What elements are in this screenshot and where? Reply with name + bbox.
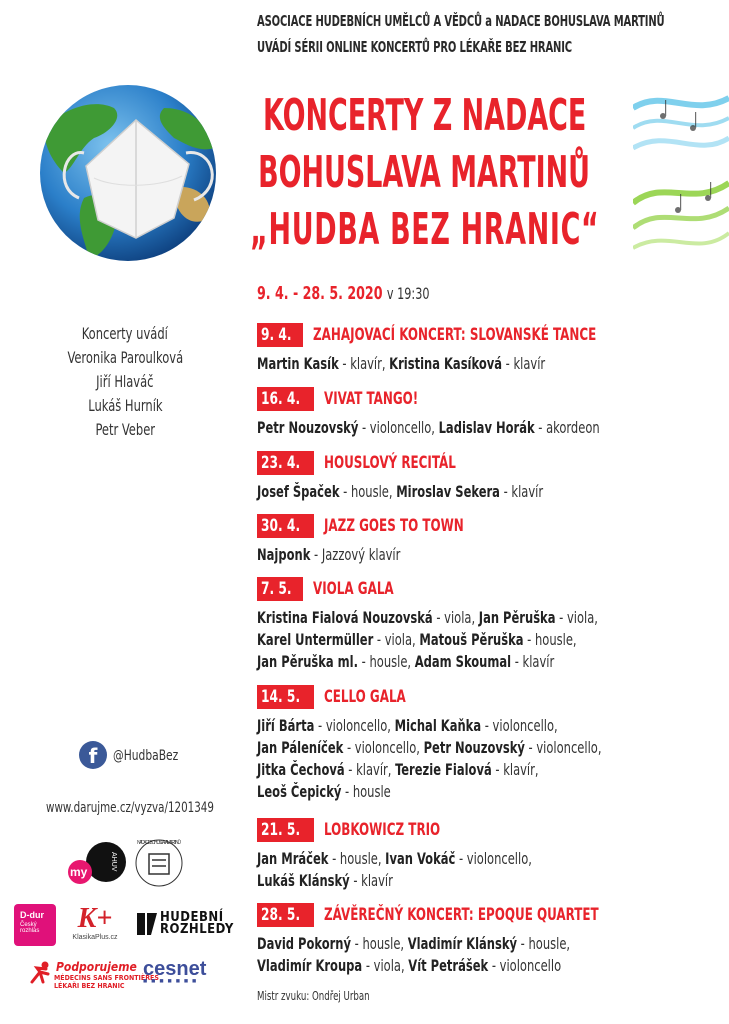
- performer-name: Adam Skoumal: [414, 652, 512, 671]
- date-range: 9. 4. - 28. 5. 2020: [257, 283, 383, 304]
- performer-instrument: - violoncello,: [314, 716, 395, 735]
- performer-name: Najponk: [257, 545, 311, 564]
- concert-title: LOBKOWICZ TRIO: [323, 820, 441, 840]
- concert-date-badge: 21. 5.: [257, 818, 314, 842]
- performer-line: [257, 607, 683, 629]
- concert-title: HOUSLOVÝ RECITÁL: [323, 453, 456, 473]
- presenters-heading: Koncerty uvádí: [81, 324, 169, 343]
- performer-instrument: - akordeon: [534, 418, 600, 437]
- performer-instrument: - klavír,: [344, 760, 396, 779]
- performer-line: [257, 955, 676, 977]
- performer-name: David Pokorný: [257, 934, 351, 953]
- concert-block: [257, 903, 676, 977]
- performer-instrument: - housle: [341, 782, 391, 801]
- title-line-1: KONCERTY Z NADACE: [262, 90, 587, 141]
- performer-line: [257, 651, 683, 673]
- performer-instrument: - klavír,: [491, 760, 539, 779]
- cesnet-logo: cesnet ■ ■ ■ ■ ■ ■ ■: [143, 958, 207, 985]
- presenter-name: Lukáš Hurník: [87, 396, 163, 415]
- hudebni-rozhledy-logo: HUDEBNÍ ROZHLEDY: [137, 912, 234, 936]
- svg-text:NADACE BOHUSLAVA MARTINŮ: NADACE BOHUSLAVA MARTINŮ: [137, 840, 181, 846]
- concert-date-badge: 7. 5.: [257, 577, 303, 601]
- concert-title: CELLO GALA: [323, 687, 406, 707]
- concert-date-badge: 14. 5.: [257, 685, 314, 709]
- concert-header: [257, 685, 688, 709]
- concert-header: [257, 577, 683, 601]
- d-dur-logo: D-dur Český rozhlas: [14, 904, 56, 946]
- header-organizers: ASOCIACE HUDEBNÍCH UMĚLCŮ A VĚDCŮ a NADACE BOHUSLAVA MARTINŮ: [257, 12, 665, 30]
- concert-title: ZAHAJOVACÍ KONCERT: SLOVANSKÉ TANCE: [313, 325, 597, 345]
- performer-name: Kristina Fialová Nouzovská: [257, 608, 433, 627]
- concert-time: v 19:30: [386, 284, 430, 303]
- presenter-name: Jiří Hlaváč: [96, 372, 154, 391]
- performer-line: [257, 848, 601, 870]
- performer-name: Miroslav Sekera: [396, 482, 500, 501]
- concert-header: [257, 903, 676, 927]
- performer-instrument: - violoncello,: [358, 418, 439, 437]
- facebook-icon[interactable]: f: [79, 741, 107, 769]
- performer-name: Jan Páleníček: [257, 738, 344, 757]
- performer-name: Jan Pěruška: [478, 608, 556, 627]
- nadace-martinu-logo: [134, 836, 184, 890]
- performer-name: Ladislav Horák: [438, 418, 535, 437]
- performer-name: Jan Pěruška ml.: [257, 652, 358, 671]
- concert-title: JAZZ GOES TO TOWN: [323, 516, 464, 536]
- concert-date-badge: 16. 4.: [257, 387, 314, 411]
- performer-instrument: - housle,: [358, 652, 415, 671]
- concert-date-badge: 30. 4.: [257, 514, 314, 538]
- presenter-name: Veronika Paroulková: [67, 348, 183, 367]
- concert-title: ZÁVĚREČNÝ KONCERT: EPOQUE QUARTET: [323, 905, 599, 925]
- performer-name: Leoš Čepický: [257, 782, 342, 801]
- concert-title: VIOLA GALA: [313, 579, 394, 599]
- performer-line: [257, 715, 688, 737]
- concert-block: [257, 323, 676, 375]
- title-line-2: BOHUSLAVA MARTINŮ: [258, 147, 591, 198]
- concert-date-badge: 23. 4.: [257, 451, 314, 475]
- concert-date-badge: 28. 5.: [257, 903, 314, 927]
- performer-name: Michal Kaňka: [394, 716, 482, 735]
- hudebni-rozhledy-icon: [137, 913, 157, 935]
- performer-instrument: - housle,: [523, 630, 577, 649]
- my-ahuv-logo: [68, 840, 128, 890]
- performer-name: Karel Untermüller: [257, 630, 374, 649]
- performer-name: Jan Mráček: [257, 849, 329, 868]
- msf-runner-icon: [28, 960, 54, 986]
- svg-text:AHUV: AHUV: [110, 852, 117, 872]
- performer-name: Lukáš Klánský: [257, 871, 350, 890]
- performer-line: [257, 417, 685, 439]
- performer-name: Petr Nouzovský: [257, 418, 359, 437]
- performer-name: Kristina Kasíková: [389, 354, 502, 373]
- performer-line: [257, 870, 601, 892]
- svg-text:my: my: [70, 865, 88, 879]
- presenters-list: [40, 322, 210, 442]
- concert-block: [257, 451, 615, 503]
- performer-name: Petr Nouzovský: [423, 738, 525, 757]
- performer-name: Vít Petrášek: [408, 956, 489, 975]
- performer-instrument: - violoncello,: [524, 738, 602, 757]
- msf-logo: Podporujeme MÉDECINS SANS FRONTIÈRES LÉKAŘI BEZ HRANIC: [28, 960, 188, 990]
- performer-instrument: - klavír: [349, 871, 393, 890]
- performer-line: [257, 933, 676, 955]
- performer-name: Matouš Pěruška: [419, 630, 524, 649]
- performer-instrument: - housle,: [517, 934, 571, 953]
- concert-block: [257, 514, 503, 566]
- performer-line: [257, 544, 503, 566]
- concert-date-badge: 9. 4.: [257, 323, 303, 347]
- concert-block: [257, 818, 601, 892]
- sound-engineer-credit: Mistr zvuku: Ondřej Urban: [257, 989, 370, 1003]
- performer-instrument: - housle,: [351, 934, 408, 953]
- concert-dates: [257, 283, 478, 304]
- performer-instrument: - viola,: [362, 956, 409, 975]
- performer-instrument: - klavír,: [338, 354, 390, 373]
- performer-name: Terezie Fialová: [395, 760, 492, 779]
- concert-block: [257, 577, 683, 673]
- performer-instrument: - housle,: [339, 482, 397, 501]
- concert-header: [257, 451, 615, 475]
- performer-instrument: - viola,: [432, 608, 479, 627]
- concert-block: [257, 685, 688, 803]
- performer-name: Josef Špaček: [257, 482, 340, 501]
- performer-name: Ivan Vokáč: [385, 849, 456, 868]
- performer-line: [257, 353, 676, 375]
- concert-header: [257, 818, 601, 842]
- performer-instrument: - viola,: [373, 630, 420, 649]
- performer-name: Vladimír Kroupa: [257, 956, 363, 975]
- performer-instrument: - klavír: [502, 354, 546, 373]
- presenter-name: Petr Veber: [95, 420, 155, 439]
- performer-line: [257, 629, 683, 651]
- performer-instrument: - housle,: [328, 849, 386, 868]
- klasikaplus-logo: K+ KlasikaPlus.cz: [72, 903, 118, 941]
- performer-instrument: - viola,: [555, 608, 598, 627]
- performer-instrument: - Jazzový klavír: [310, 545, 401, 564]
- concert-header: [257, 514, 503, 538]
- performer-instrument: - klavír: [511, 652, 555, 671]
- performer-line: [257, 481, 615, 503]
- header-subtitle: UVÁDÍ SÉRII ONLINE KONCERTŮ PRO LÉKAŘE BEZ HRANIC: [257, 38, 572, 56]
- performer-instrument: - violoncello,: [455, 849, 532, 868]
- concert-header: [257, 387, 685, 411]
- performer-line: [257, 737, 688, 759]
- concert-block: [257, 387, 685, 439]
- concert-title: VIVAT TANGO!: [323, 389, 419, 409]
- donation-link[interactable]: www.darujme.cz/vyzva/1201349: [46, 800, 214, 816]
- performer-instrument: - klavír: [499, 482, 544, 501]
- concert-header: [257, 323, 676, 347]
- performer-instrument: - violoncello,: [343, 738, 424, 757]
- performer-line: [257, 759, 688, 781]
- facebook-handle[interactable]: @HudbaBez: [113, 748, 179, 764]
- performer-line: [257, 781, 688, 803]
- performer-name: Vladimír Klánský: [407, 934, 518, 953]
- performer-instrument: - violoncello,: [481, 716, 558, 735]
- title-line-3: „HUDBA BEZ HRANIC“: [249, 204, 600, 255]
- performer-instrument: - violoncello: [488, 956, 562, 975]
- performer-name: Jitka Čechová: [257, 760, 345, 779]
- performer-name: Jiří Bárta: [257, 716, 315, 735]
- performer-name: Martin Kasík: [257, 354, 339, 373]
